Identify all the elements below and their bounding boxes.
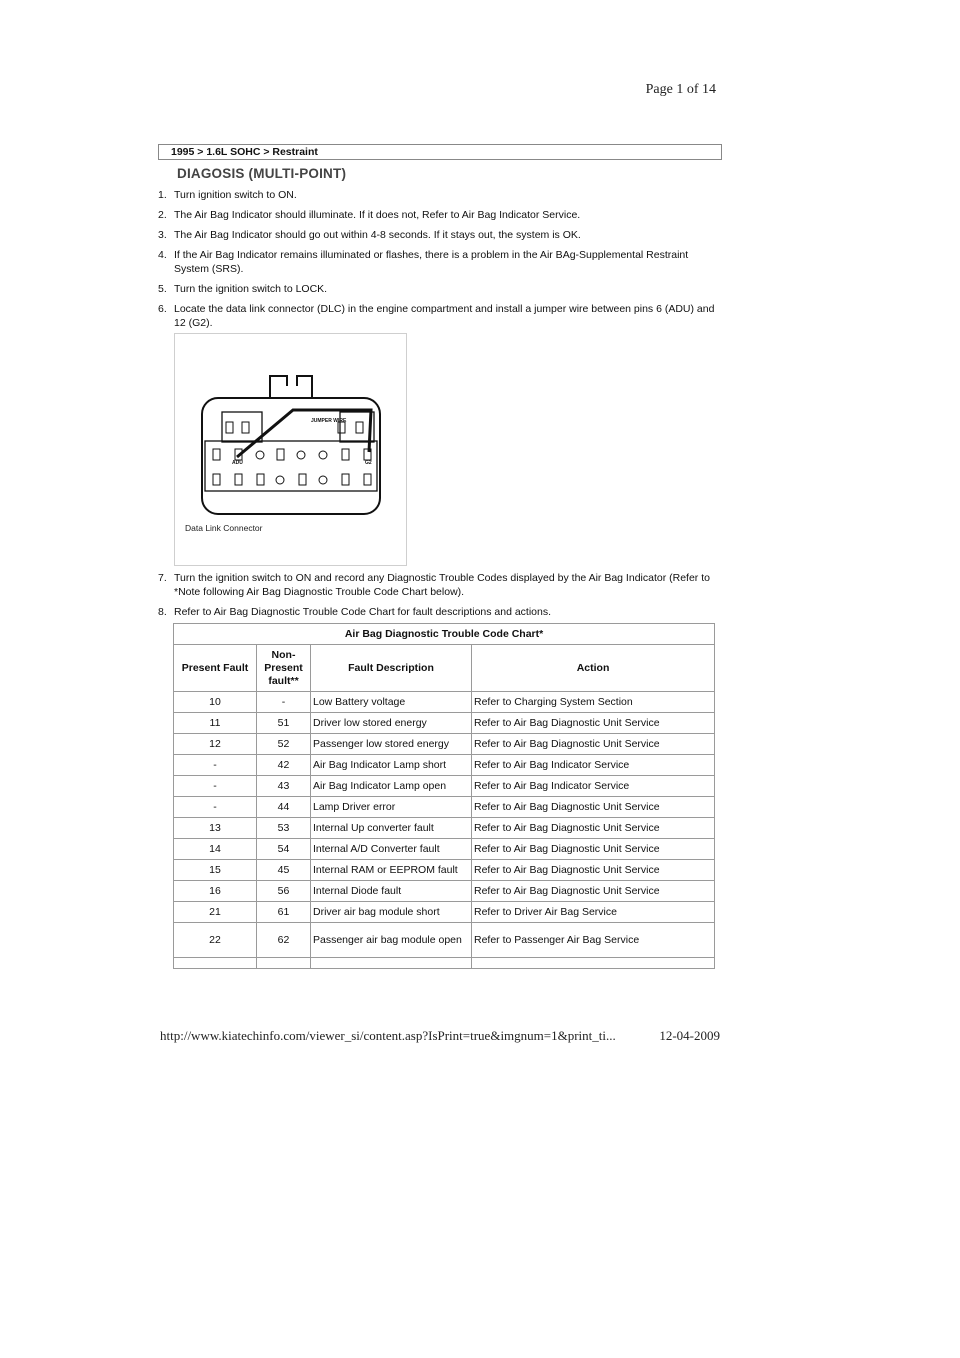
footer [160, 1028, 720, 1044]
cell-non-present-fault: 62 [257, 923, 311, 958]
cell-fault-description: Internal Diode fault [311, 881, 472, 902]
cell-fault-description: Driver low stored energy [311, 713, 472, 734]
cell-action: Refer to Air Bag Diagnostic Unit Service [472, 797, 715, 818]
step-4: 4. If the Air Bag Indicator remains illuminated or flashes, there is a problem in the Air BAg-Supplemental Restraint System (SRS). [158, 249, 689, 275]
cell-fault-description: Passenger low stored energy [311, 734, 472, 755]
adu-label: ADU [232, 460, 243, 466]
cell-non-present-fault: 42 [257, 755, 311, 776]
cell-fault-description: Internal A/D Converter fault [311, 839, 472, 860]
header-present-fault: Present Fault [174, 645, 257, 692]
cell-action: Refer to Air Bag Diagnostic Unit Service [472, 860, 715, 881]
cell-fault-description: Air Bag Indicator Lamp short [311, 755, 472, 776]
table-row [174, 713, 715, 734]
page-title: DIAGOSIS (MULTI-POINT) [177, 166, 347, 181]
step-1: 1. Turn ignition switch to ON. [158, 189, 297, 201]
step-7: 7. Turn the ignition switch to ON and record any Diagnostic Trouble Codes displayed by the Air Bag Indicator (Refer to *Note following Air Bag Diagnostic Trouble Code Chart below). [158, 572, 710, 598]
table-row [174, 734, 715, 755]
cell-present-fault: 14 [174, 839, 257, 860]
step-3: 3. The Air Bag Indicator should go out within 4-8 seconds. If it stays out, the system is OK. [158, 229, 581, 241]
table-row [174, 860, 715, 881]
cell-present-fault: 10 [174, 692, 257, 713]
step-8: 8. Refer to Air Bag Diagnostic Trouble Code Chart for fault descriptions and actions. [158, 606, 552, 618]
cell-non-present-fault: 52 [257, 734, 311, 755]
cell-non-present-fault: 56 [257, 881, 311, 902]
cell-non-present-fault: 44 [257, 797, 311, 818]
step-list-bottom [158, 571, 718, 625]
cell-action: Refer to Air Bag Indicator Service [472, 755, 715, 776]
cell-present-fault: 15 [174, 860, 257, 881]
diagram-caption: Data Link Connector [185, 523, 263, 533]
cell-non-present-fault: 51 [257, 713, 311, 734]
table-row-empty [174, 958, 715, 969]
cell-present-fault: - [174, 797, 257, 818]
cell-fault-description: Air Bag Indicator Lamp open [311, 776, 472, 797]
table-row [174, 923, 715, 958]
cell-fault-description: Passenger air bag module open [311, 923, 472, 958]
table-header-row [174, 645, 715, 692]
g2-label: G2 [365, 460, 372, 466]
table-row [174, 692, 715, 713]
cell-action: Refer to Air Bag Diagnostic Unit Service [472, 734, 715, 755]
cell-present-fault: 12 [174, 734, 257, 755]
footer-url: http://www.kiatechinfo.com/viewer_si/content.asp?IsPrint=true&imgnum=1&print_ti... [160, 1028, 616, 1043]
cell-action: Refer to Air Bag Diagnostic Unit Service [472, 818, 715, 839]
cell-non-present-fault: 61 [257, 902, 311, 923]
cell-action: Refer to Driver Air Bag Service [472, 902, 715, 923]
footer-date: 12-04-2009 [659, 1028, 720, 1043]
cell-present-fault: 13 [174, 818, 257, 839]
step-list-top [158, 188, 718, 336]
step-6: 6. Locate the data link connector (DLC) in the engine compartment and install a jumper wire between pins 6 (ADU) and 12 (G2). [158, 303, 715, 329]
cell-action: Refer to Air Bag Diagnostic Unit Service [472, 713, 715, 734]
cell-non-present-fault: 43 [257, 776, 311, 797]
cell-action: Refer to Air Bag Diagnostic Unit Service [472, 881, 715, 902]
step-2: 2. The Air Bag Indicator should illuminate. If it does not, Refer to Air Bag Indicator Service. [158, 209, 581, 221]
cell-non-present-fault: 45 [257, 860, 311, 881]
cell-non-present-fault: 53 [257, 818, 311, 839]
cell-present-fault: - [174, 776, 257, 797]
table-row [174, 755, 715, 776]
header-action: Action [472, 645, 715, 692]
data-link-connector-diagram [174, 333, 407, 566]
header-fault-description: Fault Description [311, 645, 472, 692]
cell-present-fault: 22 [174, 923, 257, 958]
cell-present-fault: 21 [174, 902, 257, 923]
cell-present-fault: - [174, 755, 257, 776]
cell-action: Refer to Charging System Section [472, 692, 715, 713]
table-row [174, 818, 715, 839]
table-row [174, 797, 715, 818]
cell-fault-description: Internal Up converter fault [311, 818, 472, 839]
cell-action: Refer to Air Bag Diagnostic Unit Service [472, 839, 715, 860]
cell-action: Refer to Air Bag Indicator Service [472, 776, 715, 797]
cell-non-present-fault: 54 [257, 839, 311, 860]
cell-fault-description: Low Battery voltage [311, 692, 472, 713]
page-number: Page 1 of 14 [645, 82, 716, 97]
jumper-wire-label: JUMPER WIRE [311, 418, 347, 424]
cell-present-fault: 11 [174, 713, 257, 734]
cell-present-fault: 16 [174, 881, 257, 902]
table-row [174, 881, 715, 902]
cell-fault-description: Driver air bag module short [311, 902, 472, 923]
cell-non-present-fault: - [257, 692, 311, 713]
table-title: Air Bag Diagnostic Trouble Code Chart* [174, 624, 715, 645]
table-row [174, 839, 715, 860]
breadcrumb: 1995 > 1.6L SOHC > Restraint [158, 144, 722, 160]
cell-action: Refer to Passenger Air Bag Service [472, 923, 715, 958]
cell-fault-description: Internal RAM or EEPROM fault [311, 860, 472, 881]
dtc-table [173, 623, 715, 969]
table-row [174, 902, 715, 923]
step-5: 5. Turn the ignition switch to LOCK. [158, 283, 328, 295]
table-row [174, 776, 715, 797]
cell-fault-description: Lamp Driver error [311, 797, 472, 818]
header-non-present-fault: Non- Present fault** [257, 645, 311, 692]
